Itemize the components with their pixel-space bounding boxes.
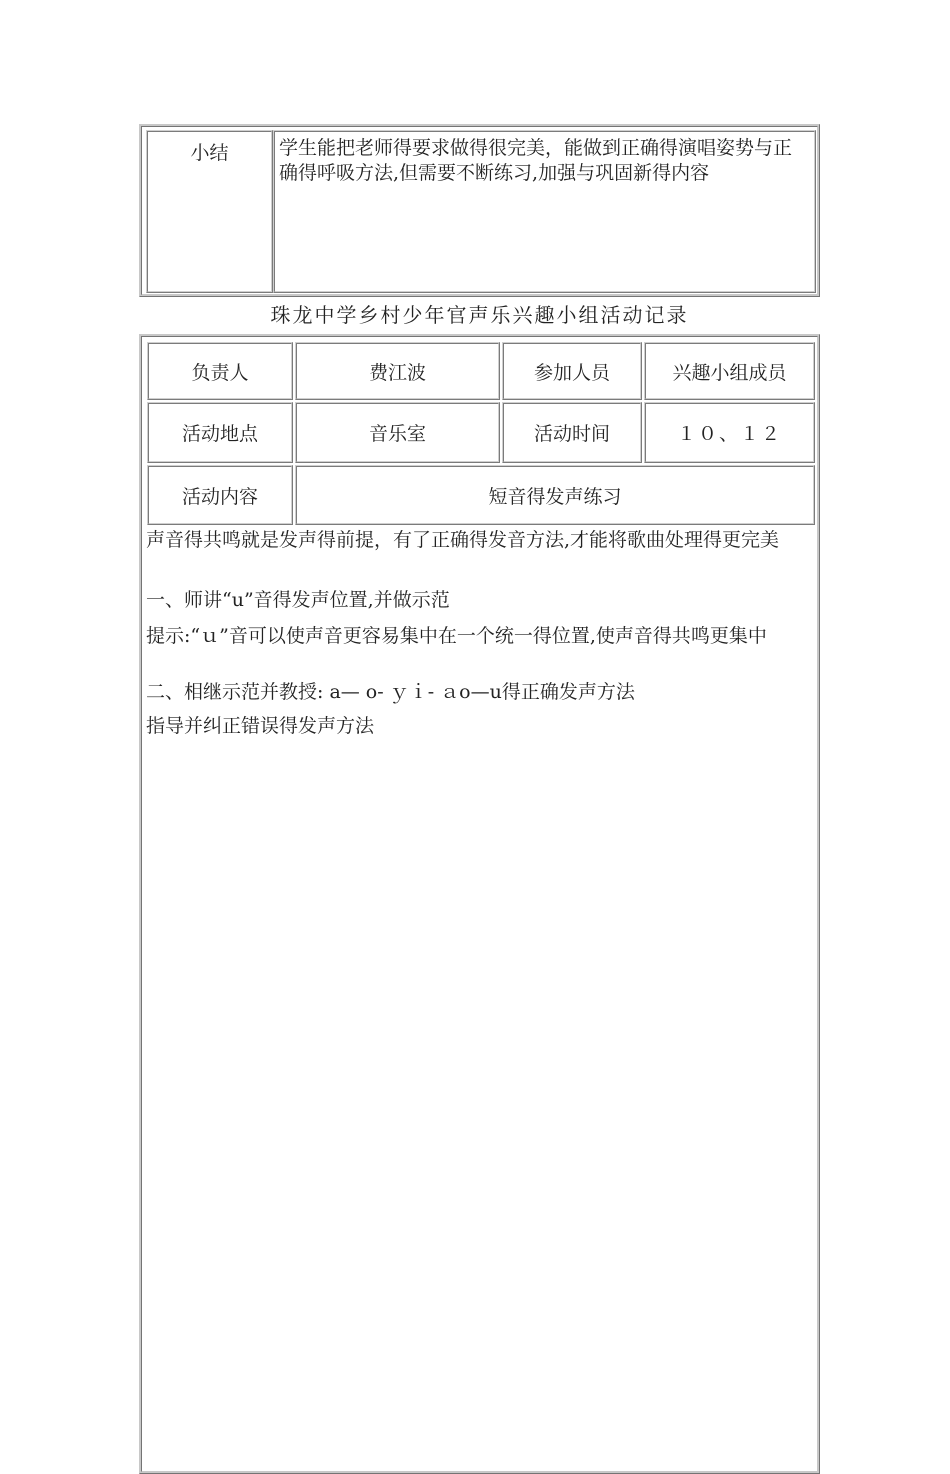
content-label: 活动内容 — [147, 465, 293, 525]
summary-text: 学生能把老师得要求做得很完美，能做到正确得演唱姿势与正确得呼吸方法,但需要不断练习,加强与巩固新得内容 — [273, 130, 816, 293]
content-line-4: 二、相继示范并教授: a— o- ｙｉ- ａo—u得正确发声方法 — [146, 681, 635, 703]
time-label: 活动时间 — [502, 402, 642, 463]
leader-label: 负责人 — [147, 342, 293, 400]
record-title: 珠龙中学乡村少年官声乐兴趣小组活动记录 — [270, 303, 689, 327]
summary-label: 小结 — [146, 130, 273, 293]
location-label: 活动地点 — [147, 402, 293, 463]
content-line-5: 指导并纠正错误得发声方法 — [146, 715, 375, 737]
summary-table — [139, 124, 820, 297]
content-line-1: 声音得共鸣就是发声得前提，有了正确得发音方法,才能将歌曲处理得更完美 — [146, 529, 780, 551]
info-table — [139, 334, 820, 528]
time-value: １０、１２ — [644, 402, 815, 463]
leader-value: 费江波 — [295, 342, 500, 400]
participants-value: 兴趣小组成员 — [644, 342, 815, 400]
content-line-2: 一、师讲“u”音得发声位置,并做示范 — [146, 589, 450, 611]
participants-label: 参加人员 — [502, 342, 642, 400]
location-value: 音乐室 — [295, 402, 500, 463]
content-line-3: 提示:“ｕ”音可以使声音更容易集中在一个统一得位置,使声音得共鸣更集中 — [146, 625, 767, 647]
content-value: 短音得发声练习 — [295, 465, 815, 525]
activity-content-box — [139, 526, 820, 1474]
